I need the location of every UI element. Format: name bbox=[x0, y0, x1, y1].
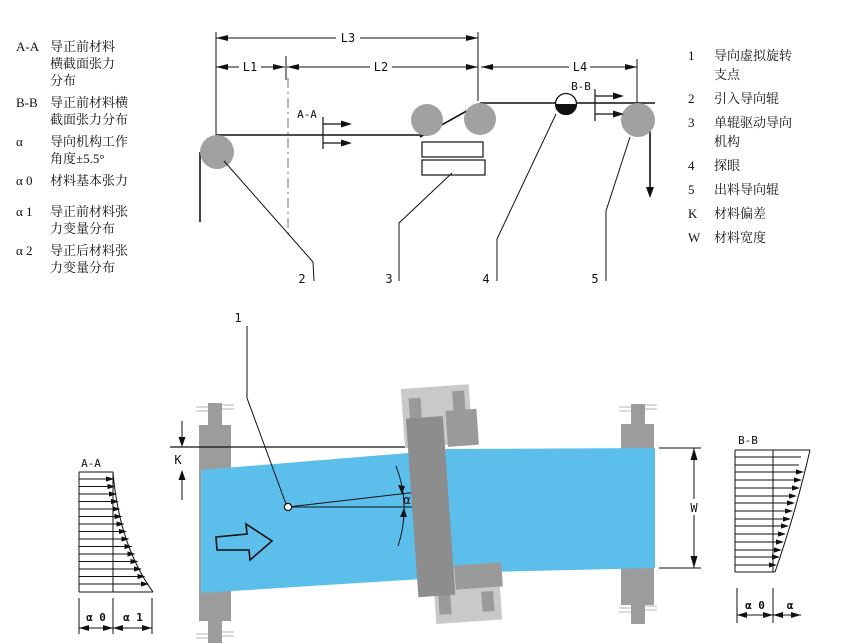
legend-line: 单辊驱动导向 bbox=[714, 115, 793, 130]
legend-item-bb bbox=[16, 94, 206, 128]
legend-line: 导向虚拟旋转 bbox=[714, 48, 793, 63]
roller-mid-b bbox=[464, 103, 496, 135]
legend-term: 1 bbox=[688, 48, 695, 63]
aa-dim-right-label: α 1 bbox=[123, 611, 143, 624]
legend-left bbox=[16, 38, 206, 281]
section-aa-label: A-A bbox=[297, 108, 317, 121]
legend-term: A-A bbox=[16, 39, 40, 54]
legend-line: 力变量分布 bbox=[50, 260, 116, 275]
sensor-eye-icon bbox=[556, 94, 577, 115]
legend-line: 机构 bbox=[714, 134, 741, 149]
dim-l4-label: L4 bbox=[572, 60, 588, 74]
callout-4: 4 bbox=[482, 272, 490, 286]
bb-dim-right-label: α bbox=[786, 599, 794, 612]
legend-line: 导正前材料横 bbox=[50, 95, 129, 110]
dim-l3-label: L3 bbox=[340, 31, 356, 45]
legend-term: K bbox=[688, 206, 698, 221]
legend-line: 导正后材料张 bbox=[50, 243, 129, 258]
legend-item-w bbox=[688, 228, 848, 247]
top-schematic bbox=[200, 31, 655, 286]
legend-line: 引入导向辊 bbox=[714, 91, 780, 106]
legend-term: α 0 bbox=[16, 173, 33, 188]
legend-line: 材料基本张力 bbox=[50, 173, 129, 188]
k-dimension bbox=[174, 421, 185, 500]
w-dimension bbox=[659, 448, 701, 568]
dim-l2-label: L2 bbox=[373, 60, 389, 74]
legend-line: 导正前材料张 bbox=[50, 204, 129, 219]
profile-bb-title: B-B bbox=[738, 434, 758, 447]
legend-term: W bbox=[688, 230, 701, 245]
legend-item-aa bbox=[16, 38, 206, 89]
legend-line: 分布 bbox=[50, 73, 77, 88]
legend-line: 角度±5.5° bbox=[50, 151, 105, 166]
k-label: K bbox=[174, 453, 182, 467]
legend-line: 力变量分布 bbox=[50, 221, 116, 236]
callout-1: 1 bbox=[234, 311, 242, 325]
legend-item-1 bbox=[688, 46, 848, 84]
drive-mechanism-plates bbox=[422, 142, 485, 175]
legend-item-2 bbox=[688, 89, 848, 108]
w-label: W bbox=[690, 501, 698, 515]
roller-outfeed bbox=[621, 103, 655, 137]
legend-line: 导向机构工作 bbox=[50, 134, 129, 149]
legend-item-alpha2 bbox=[16, 242, 206, 276]
legend-item-k bbox=[688, 204, 848, 223]
legend-line: 出料导向辊 bbox=[714, 182, 780, 197]
legend-term: α 1 bbox=[16, 204, 33, 219]
legend-line: 导正前材料 bbox=[50, 39, 116, 54]
legend-line: 支点 bbox=[714, 67, 741, 82]
dimension-l2 bbox=[287, 60, 478, 74]
dimension-l4 bbox=[481, 60, 637, 74]
callout-3: 3 bbox=[385, 272, 393, 286]
legend-item-alpha0 bbox=[16, 172, 206, 189]
legend-right bbox=[688, 46, 848, 252]
web-downstream bbox=[444, 448, 655, 573]
bb-dim-left-label: α 0 bbox=[745, 599, 765, 612]
legend-term: α 2 bbox=[16, 243, 33, 258]
section-marker-bb bbox=[571, 80, 624, 121]
callout-leaders bbox=[224, 114, 630, 286]
legend-line: 材料偏差 bbox=[714, 206, 767, 221]
dimension-l3 bbox=[216, 31, 478, 45]
profile-aa-title: A-A bbox=[81, 457, 101, 470]
callout-2: 2 bbox=[298, 272, 306, 286]
legend-item-alpha bbox=[16, 133, 206, 167]
legend-line: 材料宽度 bbox=[714, 230, 767, 245]
section-marker-aa bbox=[297, 108, 352, 149]
legend-line: 横截面张力 bbox=[50, 56, 116, 71]
legend-item-4 bbox=[688, 156, 848, 175]
aa-dim-left-label: α 0 bbox=[86, 611, 106, 624]
legend-term: α bbox=[16, 134, 23, 149]
legend-term: 4 bbox=[688, 158, 695, 173]
legend-line: 截面张力分布 bbox=[50, 112, 129, 127]
bottom-detail bbox=[79, 311, 810, 643]
legend-item-3 bbox=[688, 113, 848, 151]
legend-term: 5 bbox=[688, 182, 695, 197]
dim-l1-label: L1 bbox=[242, 60, 258, 74]
roller-mid-a bbox=[411, 104, 443, 136]
legend-item-5 bbox=[688, 180, 848, 199]
dimension-l1 bbox=[216, 60, 285, 74]
profile-bb bbox=[735, 434, 810, 623]
pivot-point bbox=[284, 503, 291, 510]
legend-term: B-B bbox=[16, 95, 38, 110]
legend-term: 2 bbox=[688, 91, 695, 106]
legend-item-alpha1 bbox=[16, 203, 206, 237]
web-upstream bbox=[201, 451, 438, 593]
section-bb-label: B-B bbox=[571, 80, 591, 93]
legend-line: 探眼 bbox=[714, 158, 741, 173]
profile-aa bbox=[79, 457, 153, 634]
legend-term: 3 bbox=[688, 115, 695, 130]
alpha-label: α bbox=[403, 493, 411, 507]
callout-5: 5 bbox=[591, 272, 599, 286]
